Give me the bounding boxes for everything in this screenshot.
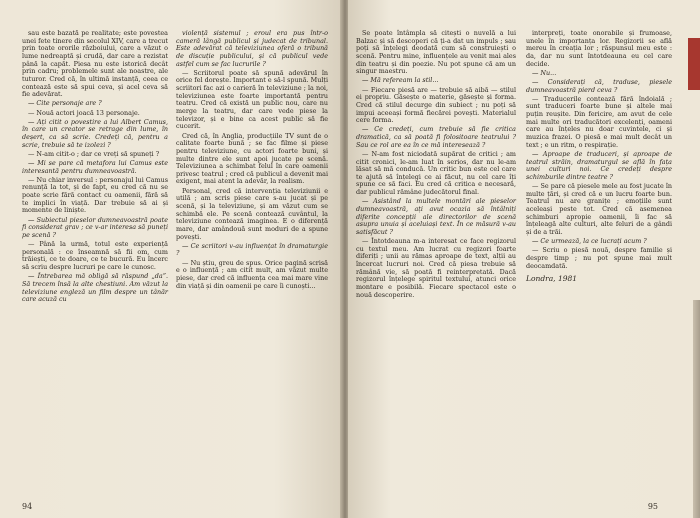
interview-question: — Subiectul pieselor dumneavoastră poate fi considerat grav ; ce v-ar interesa să puneți pe scenă ? — [22, 215, 168, 239]
interview-answer: Personal, cred că intervenția televiziunii e utilă ; am scris piese care s-au jucat și pe scenă, și la televiziune, și am văzut cum se schimbă ele. Pe scenă contează cuvântul, la televiziune contează imaginea. E o diferență mare, dar amândouă sunt moduri de a spune povești. — [176, 186, 328, 241]
page-number-right: 95 — [647, 502, 658, 511]
interview-answer: — Traducerile contează fără îndoială ; sunt traduceri foarte bune și altele mai puțin reușite. Din fericire, am avut de cele mai multe ori traducători excelenți, oameni care au înțeles nu doar cuvintele, ci și muzica frazei. O piesă e mai mult decât un text ; e un ritm, o respirație. — [526, 94, 672, 149]
interview-question: — Considerați că, traduse, piesele dumneavoastră pierd ceva ? — [526, 77, 672, 94]
interview-answer: — Scriitorul poate să spună adevărul în orice fel dorește. Important e să-l spună. Mulți scriitori fac azi o carieră în televiziune ; la noi, televiziunea este foarte importantă pentru teatru. Cred că există un public nou, care nu merge la teatru, dar care vede piese la televizor, și e bine ca acest public să fie cucerit. — [176, 68, 328, 131]
interview-answer: — Scriu o piesă nouă, despre familie și despre timp ; nu pot spune mai mult deocamdată. — [526, 246, 672, 270]
right-page — [348, 0, 700, 518]
interview-answer: sau este bazată pe realitate; este povestea unei fete tinere din secolul XIV, care a trecut prin toate ororile războiului, care a văzut o lume nedreaptă și crudă, dar care a rezistat până la capăt. Piesa nu este istorică decât prin cadru; problemele sunt ale noastre, ale tuturor. Cred că, în ultimă instanță, ceea ce contează este să spui ceva, și acel ceva să fie adevărat. — [22, 29, 168, 99]
interview-question: — Asistând la multele montări ale pieselor dumneavoastră, ați avut ocazia să întâlniți diferite concepții ale directorilor de scenă asupra unuia și aceluiași text. În ce măsură v-au satisfăcut ? — [356, 197, 516, 236]
interview-answer: — Întotdeauna m-a interesat ce face regizorul cu textul meu. Am lucrat cu regizori foarte diferiți ; unii au rămas aproape de text, alții au încercat lucruri noi. Cred că piesa trebuie să rămână vie, să poată fi reinterpretată. Dacă regizorul înțelege spiritul textului, atunci orice montare e posibilă. Fiecare spectacol este o nouă descoperire. — [356, 237, 516, 299]
interview-question: — Mă refeream la stil... — [362, 76, 439, 85]
interview-answer: Cred că, în Anglia, producțiile TV sunt de o calitate foarte bună ; se fac filme și piese pentru televiziune, cu actori foarte buni, și multe dintre ele sunt apoi jucate pe scenă. Televiziunea a schimbat felul în care oamenii privesc teatrul ; cred că publicul a devenit mai exigent, mai atent la adevăr, la realism. — [176, 131, 328, 186]
signature-place-date: Londra, 1981 — [526, 274, 578, 284]
interview-question: — Aproape de traduceri, și aproape de teatrul străin, dramaturgul se află în fața unei culturi noi. Ce credeți despre schimburile dintre teatre ? — [526, 149, 672, 181]
interview-answer: — Se pare că piesele mele au fost jucate în multe țări, și cred că e un lucru foarte bun. Teatrul nu are granițe ; emoțiile sunt aceleași peste tot. Cred că asemenea schimburi apropie oamenii, îi fac să înțeleagă alte culturi, alte feluri de a gândi și de a trăi. — [526, 181, 672, 236]
interview-question: — Întrebarea mă obligă să răspund „da”. Să trecem însă la alte chestiuni. Am văzut la televiziune engleză un film despre un tânăr care acuză cu — [22, 272, 168, 304]
interview-question: — Ce urmează, la ce lucrați acum ? — [532, 237, 647, 246]
interview-question: — Nu... — [532, 68, 557, 77]
left-page — [0, 0, 343, 518]
interview-answer: — Nu știu, greu de spus. Orice pagină scrisă e o influență ; am citit mult, am văzut multe piese, dar cred că influența cea mai mare vine din viață și din oamenii pe care îi cunoști... — [176, 258, 328, 290]
interview-answer: — Nouă actori joacă 13 personaje. — [28, 108, 140, 117]
interview-question: — Ce scriitori v-au influențat în dramaturgie ? — [176, 241, 328, 258]
interview-question: violență sistemul ; eroul era pus într-o cameră lângă publicul și judecat de tribunal. Este adevărat că televiziunea oferă o tribună de discuție publicului, și că publicul vede astfel cum se fac lucrurile ? — [176, 29, 328, 68]
page-number-left: 94 — [22, 502, 33, 511]
left-page-column-2 — [176, 30, 328, 292]
interview-question: — Ce credeți, cum trebuie să fie critica dramatică, ca să poată fi folositoare teatrului ? Sau ce rol are ea în ce mă interesează ? — [356, 125, 516, 149]
interview-answer: — Nu chiar inversul : personajul lui Camus renunță la tot, și de fapt, eu cred că nu se poate scrie fără contact cu oamenii, fără să te implici în viață. Dar trebuie să ai și momente de liniște. — [22, 175, 168, 215]
interview-answer: — N-am citit-o ; dar ce vreți să spuneți ? — [28, 149, 160, 158]
interview-answer: — Fiecare piesă are — trebuie să aibă — stilul ei propriu. Găsește o materie, găsește și forma. Cred că stilul decurge din subiect ; nu poți să impui aceeași formă fiecărei povești. Materialul cere forma. — [356, 85, 516, 125]
right-page-column-2 — [526, 30, 672, 284]
interview-answer: — N-am fost niciodată supărat de critici ; am citit cronici, le-am luat în serios, dar nu le-am lăsat să mă conducă. Un critic bun este cel care te ajută să înțelegi ce ai făcut, nu cel care îți spune ce să faci. Eu cred că critica e necesară, dar publicul rămâne judecătorul final. — [356, 149, 516, 197]
right-page-column-1 — [356, 30, 516, 301]
interview-answer: Se poate întâmpla să citești o nuvelă a lui Balzac și să descoperi că ți-a dat un impuls ; sau poți să înțelegi deodată cum să construiești o scenă. Pentru mine, influențele au venit mai ales din teatru și din poezie. Nu pot spune că am un singur maestru. — [356, 29, 516, 76]
left-page-column-1 — [22, 30, 168, 305]
interview-answer: — Până la urmă, totul este experiență personală : ce înseamnă să fii om, cum trăiești, ce te doare, ce te bucură. Eu încerc să scriu despre lucruri pe care le cunosc. — [22, 240, 168, 272]
page-edge-shadow — [693, 300, 700, 518]
interview-question: — Mi se pare că metafora lui Camus este interesantă pentru dumneavoastră. — [22, 159, 168, 175]
page-edge-marker — [688, 38, 700, 90]
interview-answer: interpreți, toate onorabile și frumoase, unele în importanța lor. Regizorii se află mereu în creația lor ; răspunsul meu este : da, dar nu sunt întotdeauna eu cel care decide. — [526, 29, 672, 68]
interview-question: — Cite personaje are ? — [28, 99, 102, 108]
interview-question: — Ați citit o povestire a lui Albert Camus, în care un creator se retrage din lume, în deșert, ca să scrie. Credeți că, pentru a scrie, trebuie să te izolezi ? — [22, 117, 168, 149]
